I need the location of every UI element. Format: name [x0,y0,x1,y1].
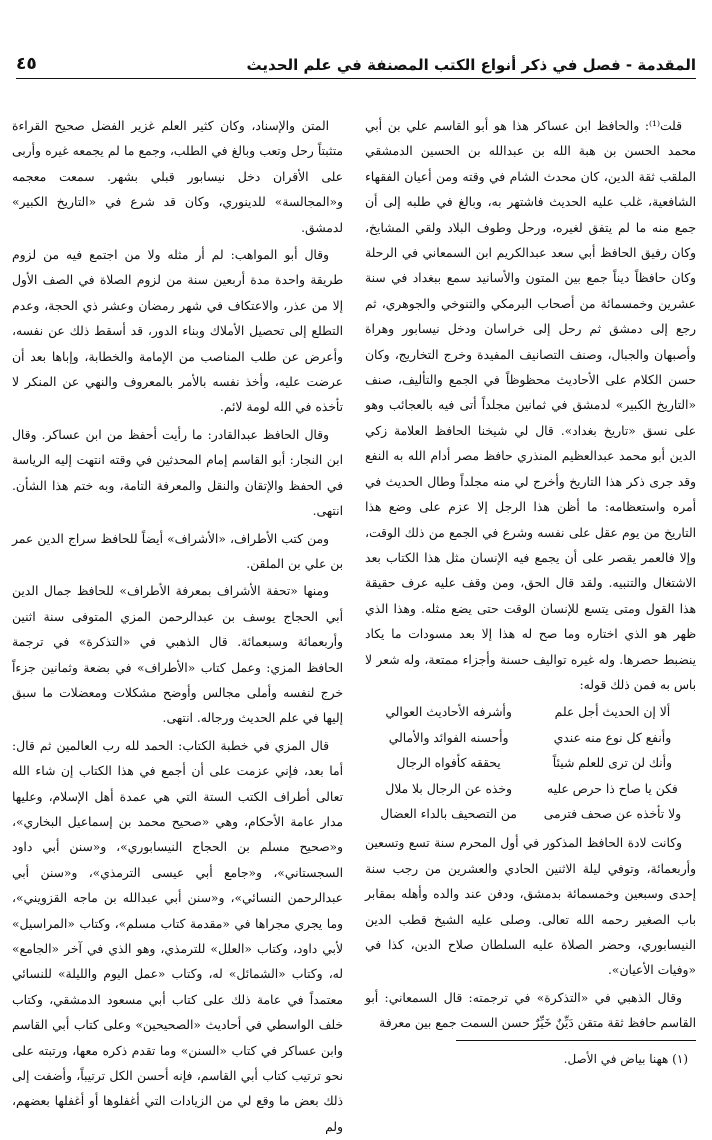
poem-verse [365,802,696,827]
poem-verse [365,726,696,751]
paragraph: ومنها «تحفة الأشراف بمعرفة الأطراف» للحافظ جمال الدين أبي الحجاج يوسف بن عبدالرحمن المزي المتوفى سنة اثنين وأربعمائة وسبعمائة. قال الذهبي في «التذكرة» في ترجمة الحافظ المزي: وعمل كتاب «الأطراف» في بضعة وثمانين جزءاً خرج لنفسه وأملى مجالس وأوضح مشكلات ومعضلات ما سبق إليها في علم الحديث ورجاله. انتهى. [12,584,343,726]
page-number: ٤٥ [16,54,37,74]
verse-second-hemistich: وخذه عن الرجال بلا ملال [385,781,512,796]
verse-first-hemistich: ولا تأخذه عن صحف فترمى [543,806,682,821]
poem-verse [365,700,696,725]
paragraph: قال المزي في خطبة الكتاب: الحمد لله رب العالمين ثم قال: أما بعد، فإني عزمت على أن أجمع في هذا الكتاب إن شاء الله تعالى أطراف الكتب الستة التي هي عمدة أهل الإسلام، وعليها مدار عامة الأحكام، وهي «صحيح محمد بن إسماعيل البخاري»، و«صحيح مسلم بن الحجاج النيسابوري»، و«سنن أبي داود السجستاني»، و«جامع أبي عيسى الترمذي»، و«سنن أبي عبدالرحمن النسائي»، و«سنن أبي عبدالله بن ماجه القزويني»، وما يجري مجراها في «مقدمة كتاب مسلم»، وكتاب «المراسيل» لأبي داود، وكتاب «العلل» للترمذي، وهو الذي في آخر «الجامع» له، وكتاب «الشمائل» له، وكتاب «عمل اليوم والليلة» للنسائي معتمداً في عامة ذلك على كتاب أبي مسعود الدمشقي، وكتاب خلف الواسطي في أحاديث «الصحيحين» وعلى كتاب أبي القاسم وابن عساكر في كتاب «السنن» وما تقدم ذكره معها، ورتبته على نحو ترتيب كتاب أبي القاسم، فإنه أحسن الكل ترتيباً، وأضفت إلى ذلك بعض ما وقع لي من الزيادات التي أغفلوها أو أغفلها بعضهم، ولم [12,738,343,1134]
paragraph: وكانت لادة الحافظ المذكور في أول المحرم سنة تسع وتسعين وأربعمائة، وتوفي ليلة الاثنين الحادي والعشرين من رجب سنة إحدى وسبعين وخمسمائة بدمشق، ودفن عند والده وأهله بمقابر باب الصغير رحمه الله تعالى. وصلى عليه الشيخ قطب الدين النيسابوري، وحضر الصلاة عليه السلطان صلاح الدين، كذا في «وفيات الأعيان». [365,836,696,978]
header-title: المقدمة - فصل في ذكر أنواع الكتب المصنفة في علم الحديث [246,56,696,74]
verse-second-hemistich: يحققه كأفواه الرجال [396,756,501,771]
paragraph: المتن والإسناد، وكان كثير العلم غزير الفضل صحيح القراءة متثبتاً رحل وتعب وبالغ في الطلب، وجمع ما لم يجمعه غيره وأربى على الأقران دخل نيسابور قبلي بشهر. سمعت معجمه و«المجالسة» للدينوري، وكان قد شرع في «التاريخ الكبير» لدمشق. [12,119,343,235]
verse-first-hemistich: فكن يا صاح ذا حرص عليه [547,781,678,796]
paragraph: وقال الحافظ عبدالقادر: ما رأيت أحفظ من ابن عساكر. وقال ابن النجار: أبو القاسم إمام المحدثين في وقته انتهت إليه الرياسة في الحفظ والإتقان والنقل والمعرفة التامة، وبه ختم هذا الشأن. انتهى. [12,427,343,519]
footnote-separator [456,1040,696,1041]
poem-verse [365,777,696,802]
verse-second-hemistich: وأحسنه الفوائد والأمالي [388,730,509,745]
verse-second-hemistich: من التصحيف بالداء العضال [380,806,517,821]
paragraph: ومن كتب الأطراف، «الأشراف» أيضاً للحافظ سراج الدين عمر بن علي بن الملقن. [12,531,343,571]
footnote: (١) ههنا بياض في الأصل. [563,1052,688,1066]
poem [365,700,696,827]
running-header [16,40,696,79]
verse-first-hemistich: ألا إن الحديث أجل علم [554,705,671,720]
paragraph: وقال الذهبي في «التذكرة» في ترجمته: قال السمعاني: أبو القاسم حافظ ثقة متقن دَيِّنٌ خَيِّرٌ حسن السمت جمع بين معرفة [365,990,696,1031]
right-column [365,114,696,1031]
verse-second-hemistich: وأشرفه الأحاديث العوالي [385,705,512,720]
verse-first-hemistich: وأنك لن ترى للعلم شيئاً [552,756,672,771]
verse-first-hemistich: وأنفع كل نوع منه عندي [553,730,672,745]
left-column [12,114,343,1134]
paragraph: وقال أبو المواهب: لم أر مثله ولا من اجتمع فيه من لزوم طريقة واحدة مدة أربعين سنة من لزوم الصلاة في الصف الأول إلا من عذر، والاعتكاف في شهر رمضان وعشر ذي الحجة، وعدم التطلع إلى تحصيل الأملاك وبناء الدور، قد أسقط ذلك عن نفسه، وأعرض عن طلب المناصب من الإمامة والخطابة، وإباها بعد أن عرضت عليه، وأخذ نفسه بالأمر بالمعروف والنهي عن المنكر لا تأخذه في الله لومة لائم. [12,248,343,415]
poem-verse [365,751,696,776]
paragraph: قلت⁽¹⁾: والحافظ ابن عساكر هذا هو أبو القاسم علي بن أبي محمد الحسن بن هبة الله بن عبدالله بن الحسين الدمشقي الملقب ثقة الدين، كان محدث الشام في وقته ومن أعيان الفقهاء الشافعية، غلب عليه الحديث فاشتهر به، وبالغ في طلبه إلى أن جمع منه ما لم يتفق لغيره، ورحل وطوف البلاد ولقي المشايخ، وكان رفيق الحافظ أبي سعد عبدالكريم ابن السمعاني في الرحلة وكان حافظاً ديناً جمع بين المتون والأسانيد سمع ببغداد في سنة عشرين وخمسمائة من أصحاب البرمكي والتنوخي والجوهري، ثم رجع إلى دمشق ثم رحل إلى خراسان ودخل نيسابور وهراة وأصبهان والجبال، وصنف التصانيف المفيدة وخرج التخاريج، وكان حسن الكلام على الأحاديث محظوظاً في الجمع والتأليف، صنف «التاريخ الكبير» لدمشق في ثمانين مجلداً أتى فيه بالعجائب وهو على نسق «تاريخ بغداد». قال لي شيخنا الحافظ العلامة زكي الدين أبو محمد عبدالعظيم المنذري حافظ مصر أدام الله به النفع وقد جرى ذكر هذا التاريخ وأخرج لي منه مجلداً وطال الحديث في أمره واستعظامه: ما أظن هذا الرجل إلا عزم على وضع هذا التاريخ من يوم عقل على نفسه وشرع في الجمع من ذلك الوقت، وإلا فالعمر يقصر على أن يجمع فيه الإنسان مثل هذا الكتاب بعد الاشتغال والتنبيه. ولقد قال الحق، ومن وقف عليه عرف حقيقة هذا القول ومتى يتسع للإنسان الوقت حتى يضع مثله. وهذا الذي ظهر هو الذي اختاره وما صح له هذا إلا بعد مسودات ما يكاد ينضبط حصرها. وله غيره تواليف حسنة وأجزاء ممتعة، وله شعر لا باس به فمن ذلك قوله: [365,119,696,692]
